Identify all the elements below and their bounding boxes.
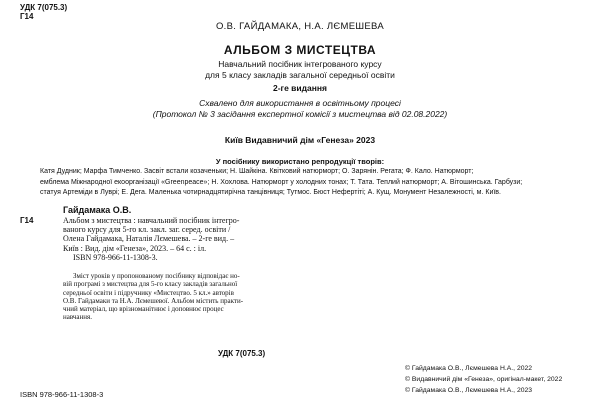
subtitle-line: Навчальний посібник інтегрованого курсу (218, 59, 382, 69)
subtitle-line: для 5 класу закладів загальної середньої освіти (205, 69, 395, 80)
bib-udk-code: УДК 7(075.3) (218, 349, 266, 358)
annotation-line: чний матеріал, що врізноманітнює і доповнює процес (63, 305, 224, 314)
reproductions-line: статуя Артеміди в Луврі; Е. Дега. Маленька чотирнадцятирічна танцівниця; Тутмос. Бюст Нефертіті; А. Кущ. Монумент Незалежності, м. Київ. (40, 189, 501, 196)
copyright-line: © Гайдамака О.В., Лємешева Н.А., 2022 (405, 365, 533, 372)
book-subtitle (0, 59, 600, 80)
bbk-code: Г14 (20, 12, 34, 21)
authors: О.В. ГАЙДАМАКА, Н.А. ЛЄМЕШЕВА (215, 21, 384, 32)
reproductions-line: емблема Міжнародної екоорганізації «Greenpeace»; Н. Хохлова. Натюрморт у холодних тонах; Т. Тата. Теплий натюрморт; А. Вітошинська. Гарбузи; (40, 178, 523, 186)
reproductions-list (40, 167, 585, 199)
udk-bbk-codes (20, 3, 67, 21)
annotation-line: навчання. (63, 313, 92, 322)
annotation-line: Зміст уроків у пропонованому посібнику відповідає но- (73, 272, 240, 280)
udk-code: УДК 7(075.3) (20, 3, 68, 12)
bib-annotation (63, 272, 308, 322)
copyright-line: © Гайдамака О.В., Лємешева Н.А., 2023 (405, 387, 533, 394)
bib-line: ваного курсу для 5-го кл. закл. заг. серед. освіти / (63, 225, 231, 235)
bib-line: Альбом з мистецтва : навчальний посібник інтегро- (63, 216, 240, 225)
approval-note (0, 98, 600, 120)
approval-line: Схвалено для використання в освітньому процесі (199, 98, 401, 108)
bib-bbk-code: Г14 (20, 216, 34, 225)
copyright-block (405, 363, 562, 396)
edition: 2-ге видання (273, 83, 327, 93)
bib-line: Олена Гайдамака, Наталія Лємешева. – 2-ге вид. – (63, 234, 235, 244)
bib-isbn-line: ISBN 978-966-11-1308-3. (73, 252, 158, 262)
bib-line: Київ : Вид. дім «Генеза», 2023. – 64 с. : іл. (63, 243, 207, 253)
book-title: АЛЬБОМ З МИСТЕЦТВА (223, 43, 377, 57)
copyright-line: © Видавничий дім «Генеза», оригінал-макет, 2022 (405, 376, 563, 383)
publisher-line: Київ Видавничий дім «Генеза» 2023 (224, 135, 376, 145)
bib-description (63, 216, 308, 262)
approval-line: (Протокол № 3 засідання експертної комісії з мистецтва від 02.08.2022) (152, 109, 448, 119)
reproductions-heading: У посібнику використано репродукції творів: (215, 157, 385, 166)
isbn: ISBN 978-966-11-1308-3 (20, 390, 104, 399)
bib-author-heading: Гайдамака О.В. (63, 205, 132, 215)
annotation-line: вій програмі з мистецтва для 5-го класу закладів загальної (63, 280, 238, 289)
annotation-line: середньої освіти і підручнику «Мистецтво. 5 кл.» авторів (63, 288, 234, 297)
reproductions-line: Катя Дудник; Марфа Тимченко. Засвіт встали козаченьки; Н. Шайкіна. Квітковий натюрморт; О. Зарянін. Регата; Ф. Кало. Натюрморт; (40, 168, 474, 175)
annotation-line: О.В. Гайдамаки та Н.А. Лємешевої. Альбом містить практи- (63, 296, 244, 305)
